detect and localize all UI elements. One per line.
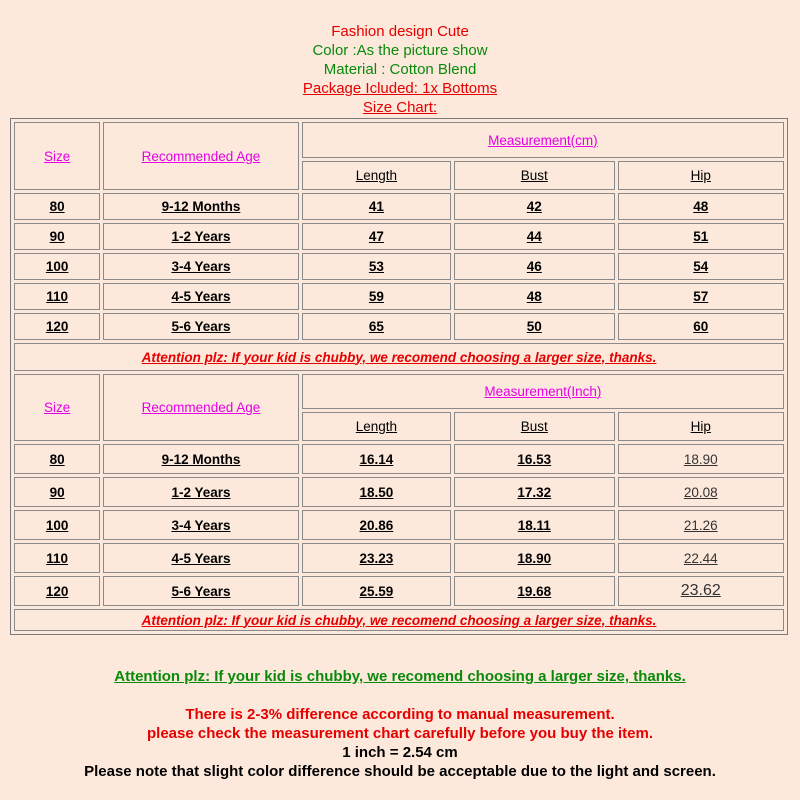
size-cell: 90 (14, 477, 100, 507)
hip-cell: 51 (618, 223, 784, 250)
hip-cell: 57 (618, 283, 784, 310)
size-cell: 110 (14, 543, 100, 573)
hip-cell: 20.08 (618, 477, 784, 507)
attention-note-green: Attention plz: If your kid is chubby, we recomend choosing a larger size, thanks. (114, 668, 686, 685)
header-hip: Hip (618, 161, 784, 190)
table-row (14, 576, 784, 606)
table-row (14, 477, 784, 507)
size-cell: 110 (14, 283, 100, 310)
age-cell: 4-5 Years (103, 283, 299, 310)
bust-cell: 48 (454, 283, 614, 310)
package-line: Package Icluded: 1x Bottoms (302, 80, 498, 97)
header-recommended-age: Recommended Age (103, 122, 299, 190)
length-cell: 16.14 (302, 444, 451, 474)
color-difference-note: Please note that slight color difference should be acceptable due to the light and screen. (84, 763, 716, 780)
header-recommended-age: Recommended Age (103, 374, 299, 441)
age-cell: 9-12 Months (103, 193, 299, 220)
table-row (14, 223, 784, 250)
length-cell: 59 (302, 283, 451, 310)
header-size: Size (14, 374, 100, 441)
hip-cell: 23.62 (618, 576, 784, 606)
bust-cell: 19.68 (454, 576, 614, 606)
size-cell: 100 (14, 510, 100, 540)
check-chart-note: please check the measurement chart carefully before you buy the item. (146, 725, 653, 742)
length-cell: 41 (302, 193, 451, 220)
age-cell: 3-4 Years (103, 253, 299, 280)
length-cell: 18.50 (302, 477, 451, 507)
size-table-cm (10, 118, 788, 635)
manual-measurement-note: There is 2-3% difference according to manual measurement. (185, 706, 615, 723)
header-bust: Bust (454, 412, 614, 441)
attention-note: Attention plz: If your kid is chubby, we recomend choosing a larger size, thanks. (14, 343, 784, 371)
header-measurement: Measurement(cm) (302, 122, 784, 158)
age-cell: 1-2 Years (103, 477, 299, 507)
bust-cell: 42 (454, 193, 614, 220)
table-row (14, 444, 784, 474)
bust-cell: 18.90 (454, 543, 614, 573)
size-cell: 90 (14, 223, 100, 250)
age-cell: 4-5 Years (103, 543, 299, 573)
hip-cell: 54 (618, 253, 784, 280)
hip-cell: 22.44 (618, 543, 784, 573)
length-cell: 53 (302, 253, 451, 280)
age-cell: 3-4 Years (103, 510, 299, 540)
size-cell: 100 (14, 253, 100, 280)
hip-cell: 18.90 (618, 444, 784, 474)
header-hip: Hip (618, 412, 784, 441)
bust-cell: 46 (454, 253, 614, 280)
table-row (14, 510, 784, 540)
table-row (14, 283, 784, 310)
length-cell: 23.23 (302, 543, 451, 573)
size-chart-heading: Size Chart: (362, 99, 438, 116)
bust-cell: 50 (454, 313, 614, 340)
bust-cell: 17.32 (454, 477, 614, 507)
color-line: Color :As the picture show (312, 42, 488, 59)
length-cell: 25.59 (302, 576, 451, 606)
material-line: Material : Cotton Blend (323, 61, 477, 78)
age-cell: 1-2 Years (103, 223, 299, 250)
size-cell: 80 (14, 444, 100, 474)
title-line: Fashion design Cute (331, 23, 469, 40)
header-size: Size (14, 122, 100, 190)
age-cell: 5-6 Years (103, 313, 299, 340)
table-row (14, 313, 784, 340)
header-bust: Bust (454, 161, 614, 190)
bust-cell: 18.11 (454, 510, 614, 540)
hip-cell: 21.26 (618, 510, 784, 540)
table-row (14, 543, 784, 573)
age-cell: 9-12 Months (103, 444, 299, 474)
length-cell: 65 (302, 313, 451, 340)
size-cell: 120 (14, 576, 100, 606)
table-row (14, 193, 784, 220)
bust-cell: 16.53 (454, 444, 614, 474)
header-length: Length (302, 412, 451, 441)
hip-cell: 60 (618, 313, 784, 340)
size-cell: 80 (14, 193, 100, 220)
header-measurement: Measurement(Inch) (302, 374, 784, 409)
bust-cell: 44 (454, 223, 614, 250)
inch-conversion-note: 1 inch = 2.54 cm (342, 744, 458, 761)
header-length: Length (302, 161, 451, 190)
attention-note: Attention plz: If your kid is chubby, we recomend choosing a larger size, thanks. (14, 609, 784, 631)
length-cell: 47 (302, 223, 451, 250)
length-cell: 20.86 (302, 510, 451, 540)
table-row (14, 253, 784, 280)
size-cell: 120 (14, 313, 100, 340)
age-cell: 5-6 Years (103, 576, 299, 606)
hip-cell: 48 (618, 193, 784, 220)
